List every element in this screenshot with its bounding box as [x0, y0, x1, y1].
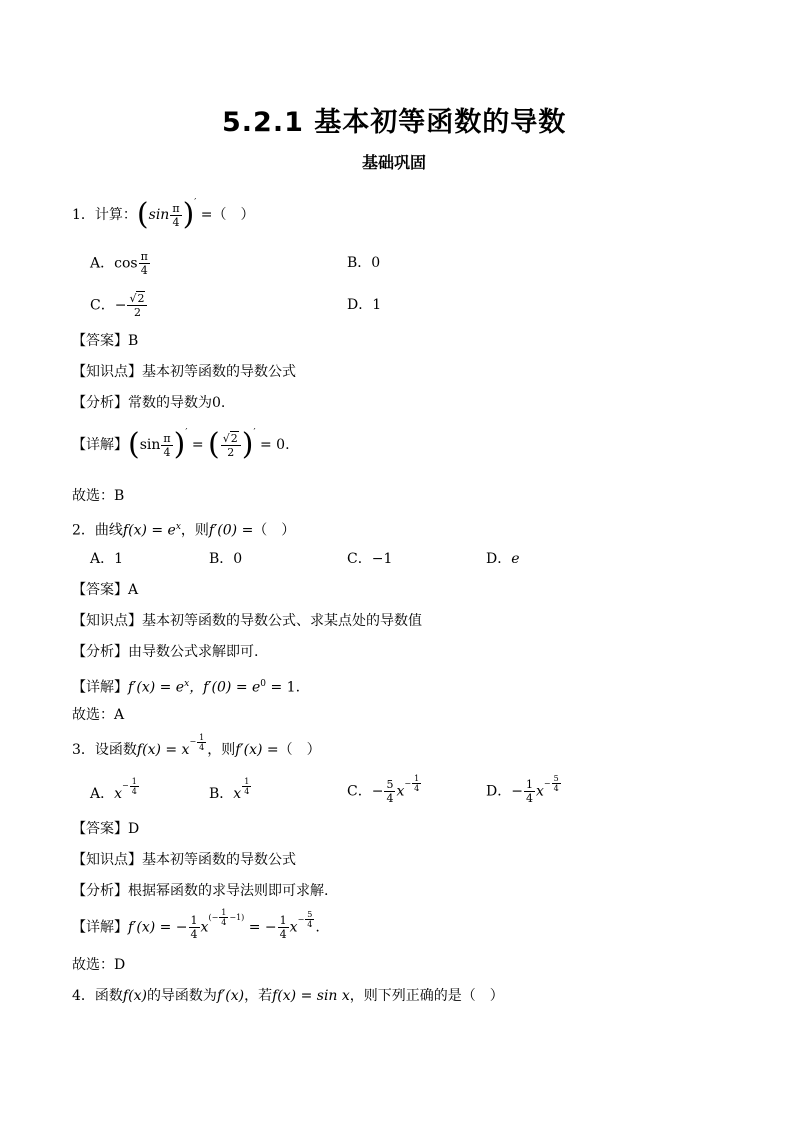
q3-analysis: 【分析】根据幂函数的求导法则即可求解. — [72, 883, 329, 899]
q3-choose: 故选：D — [72, 957, 126, 973]
q3-option-b: B．x $^{\frac{1}{4}}$ — [209, 776, 250, 802]
q1-analysis: 【分析】常数的导数为0. — [72, 395, 226, 411]
q1-option-d: D．1 — [347, 297, 382, 313]
q1-pi-over-4: $\frac{\pi}{4}$ — [172, 201, 180, 229]
q2-option-c: C．−1 — [347, 551, 393, 567]
q2-knowledge: 【知识点】基本初等函数的导数公式、求某点处的导数值 — [72, 613, 422, 629]
question-1-stem: 1．计算：(sin $\frac{\pi}{4}$ )′ =（ ） — [72, 197, 255, 232]
q1-suffix: =（ ） — [200, 207, 255, 223]
q1-option-a: A．cos $\frac{\pi}{4}$ — [90, 250, 148, 277]
question-4-stem: 4．函数f(x)的导函数为f′(x)，若f(x) = sin x，则下列正确的是（ ） — [72, 988, 504, 1004]
q2-option-b: B．0 — [209, 551, 243, 567]
page-title: 5.2.1 基本初等函数的导数 — [222, 107, 567, 138]
q1-knowledge: 【知识点】基本初等函数的导数公式 — [72, 364, 296, 380]
question-2-stem: 2．曲线$f(x) = e^x$，则f′(0) =（ ） — [72, 522, 296, 539]
q2-detail: 【详解】$f'(x) = e^x$，$f'(0) = e^0 = 1$. — [72, 679, 301, 696]
q1-option-b: B．0 — [347, 255, 381, 271]
question-3-stem: 3．设函数$f(x) = x^{- \frac{1}{4}}$ ，则f′(x) =（ ） — [72, 732, 321, 758]
q2-option-d: D．e — [486, 551, 520, 567]
q2-option-a: A．1 — [90, 551, 124, 567]
q3-knowledge: 【知识点】基本初等函数的导数公式 — [72, 852, 296, 868]
q1-prime: ′ — [194, 198, 197, 208]
q1-option-c: C．− $\frac{√2}{2}$ — [90, 292, 148, 319]
q3-option-a: A．$x^{- \frac{1}{4}}$ — [90, 776, 137, 802]
q3-option-d: D．− $\frac{1}{4}$ $x^{- \frac{5}{4}}$ — [486, 774, 559, 805]
q3-detail: 【详解】f′(x) = − $\frac{1}{4}$ $x^{(- \frac{1}{4} -1)}$ = − $\frac{1}{4}$ $x^{- \frac{5}{4}}$ . — [72, 908, 320, 941]
q2-answer: 【答案】A — [72, 582, 139, 598]
q1-answer: 【答案】B — [72, 333, 139, 349]
q2-choose: 故选：A — [72, 707, 125, 723]
section-subtitle: 基础巩固 — [362, 153, 427, 172]
q1-prefix: 1．计算： — [72, 207, 137, 223]
q1-sin: sin — [148, 207, 170, 223]
q3-answer: 【答案】D — [72, 821, 140, 837]
q1-detail: 【详解】(sin $\frac{\pi}{4}$ )′ = ( $\frac{√2}{2}$ )′ = 0. — [72, 427, 290, 462]
q1-choose: 故选：B — [72, 488, 125, 504]
q3-option-c: C．− $\frac{5}{4}$ $x^{- \frac{1}{4}}$ — [347, 774, 420, 805]
q2-analysis: 【分析】由导数公式求解即可. — [72, 644, 259, 660]
